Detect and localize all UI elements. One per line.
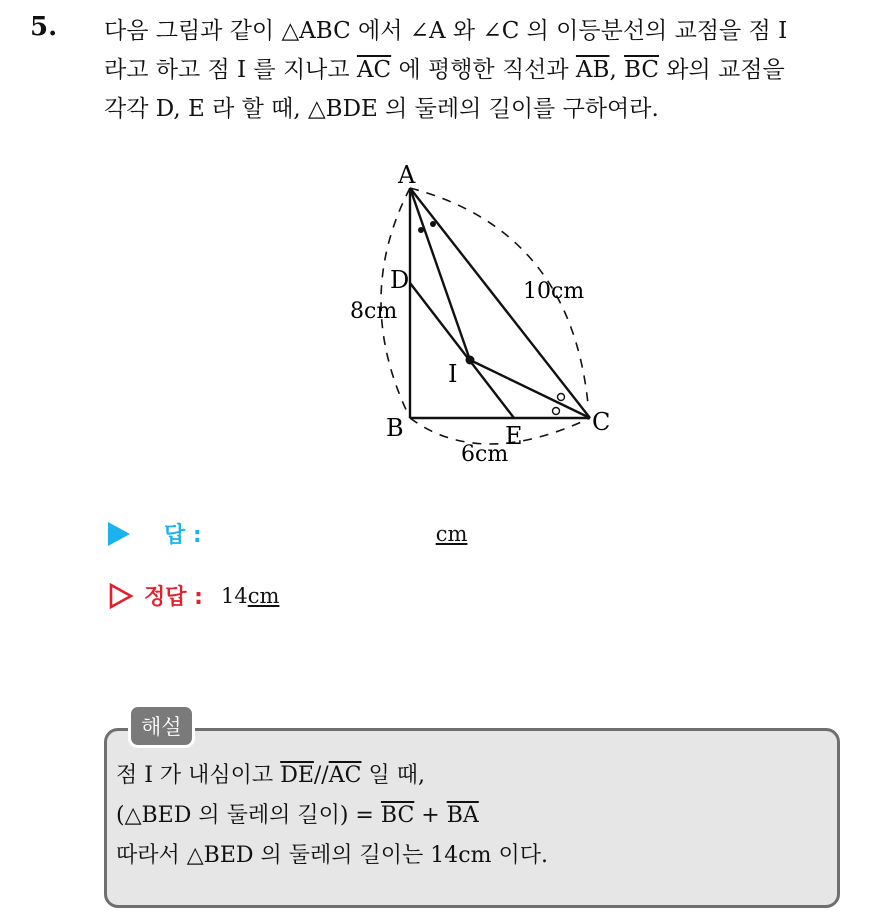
- solution-line: [116, 756, 548, 796]
- text-segment: 라고 하고 점 I 를 지나고: [104, 57, 357, 83]
- text-segment: //: [313, 763, 329, 788]
- segment-symbol: $\overline{BC}$: [380, 803, 415, 828]
- arc-bc-dashed: [410, 418, 590, 444]
- text-segment: 따라서 △BED 의 둘레의 길이는 14cm 이다.: [116, 843, 548, 868]
- segment-symbol: $\overline{BA}$: [446, 803, 479, 828]
- solution-line: [116, 836, 548, 876]
- triangle-figure: [340, 160, 640, 480]
- length-ac-label: 10cm: [523, 279, 585, 304]
- point-b-label: B: [386, 414, 404, 442]
- question-line: [104, 51, 869, 90]
- text-segment: 다음 그림과 같이 △ABC 에서 ∠A 와 ∠C 의 이등분선의 교점을 점 I: [104, 18, 788, 44]
- angle-mark-c: [558, 394, 565, 401]
- answer-label: 답 :: [164, 523, 202, 548]
- segment-symbol: $\overline{AC}$: [328, 763, 362, 788]
- point-c-label: C: [592, 408, 611, 436]
- play-filled-icon: [108, 522, 130, 546]
- correct-label: 정답 :: [144, 585, 203, 610]
- answer-unit: cm: [435, 521, 468, 546]
- solution-tag: 해설: [128, 704, 195, 748]
- solution-line: [116, 796, 548, 836]
- question-text: [104, 12, 869, 129]
- text-segment: ,: [609, 57, 625, 83]
- question-line: [104, 90, 869, 129]
- point-e-label: E: [505, 422, 523, 450]
- length-bc-label: 6cm: [461, 442, 509, 467]
- text-segment: 일 때,: [361, 763, 425, 788]
- angle-mark-c: [553, 408, 560, 415]
- answer-row: [108, 518, 467, 549]
- segment-symbol: $\overline{BC}$: [624, 57, 659, 83]
- incenter-dot: [466, 356, 475, 365]
- segment-symbol: $\overline{AC}$: [356, 57, 392, 83]
- bisector-ai: [410, 188, 470, 360]
- correct-unit: cm: [247, 583, 280, 608]
- correct-answer-row: [108, 580, 279, 611]
- text-segment: 점 I 가 내심이고: [116, 763, 281, 788]
- text-segment: 각각 D, E 라 할 때, △BDE 의 둘레의 길이를 구하여라.: [104, 96, 659, 122]
- play-outline-icon: [108, 583, 134, 609]
- segment-symbol: $\overline{AB}$: [575, 57, 610, 83]
- text-segment: 에 평행한 직선과: [391, 57, 576, 83]
- angle-mark-a: [430, 221, 436, 227]
- angle-mark-a: [418, 227, 424, 233]
- point-a-label: A: [398, 161, 416, 189]
- segment-de: [410, 283, 514, 418]
- bisector-ci: [470, 360, 590, 418]
- question-line: [104, 12, 869, 51]
- length-ab-label: 8cm: [350, 299, 398, 324]
- point-d-label: D: [390, 266, 410, 294]
- correct-value: 14: [220, 583, 248, 608]
- solution-text: [116, 756, 548, 876]
- segment-symbol: $\overline{DE}$: [280, 763, 314, 788]
- point-i-label: I: [448, 360, 458, 388]
- text-segment: +: [414, 803, 447, 828]
- question-number: 5.: [30, 12, 58, 42]
- text-segment: 와의 교점을: [659, 57, 785, 83]
- text-segment: (△BED 의 둘레의 길이) =: [116, 803, 381, 828]
